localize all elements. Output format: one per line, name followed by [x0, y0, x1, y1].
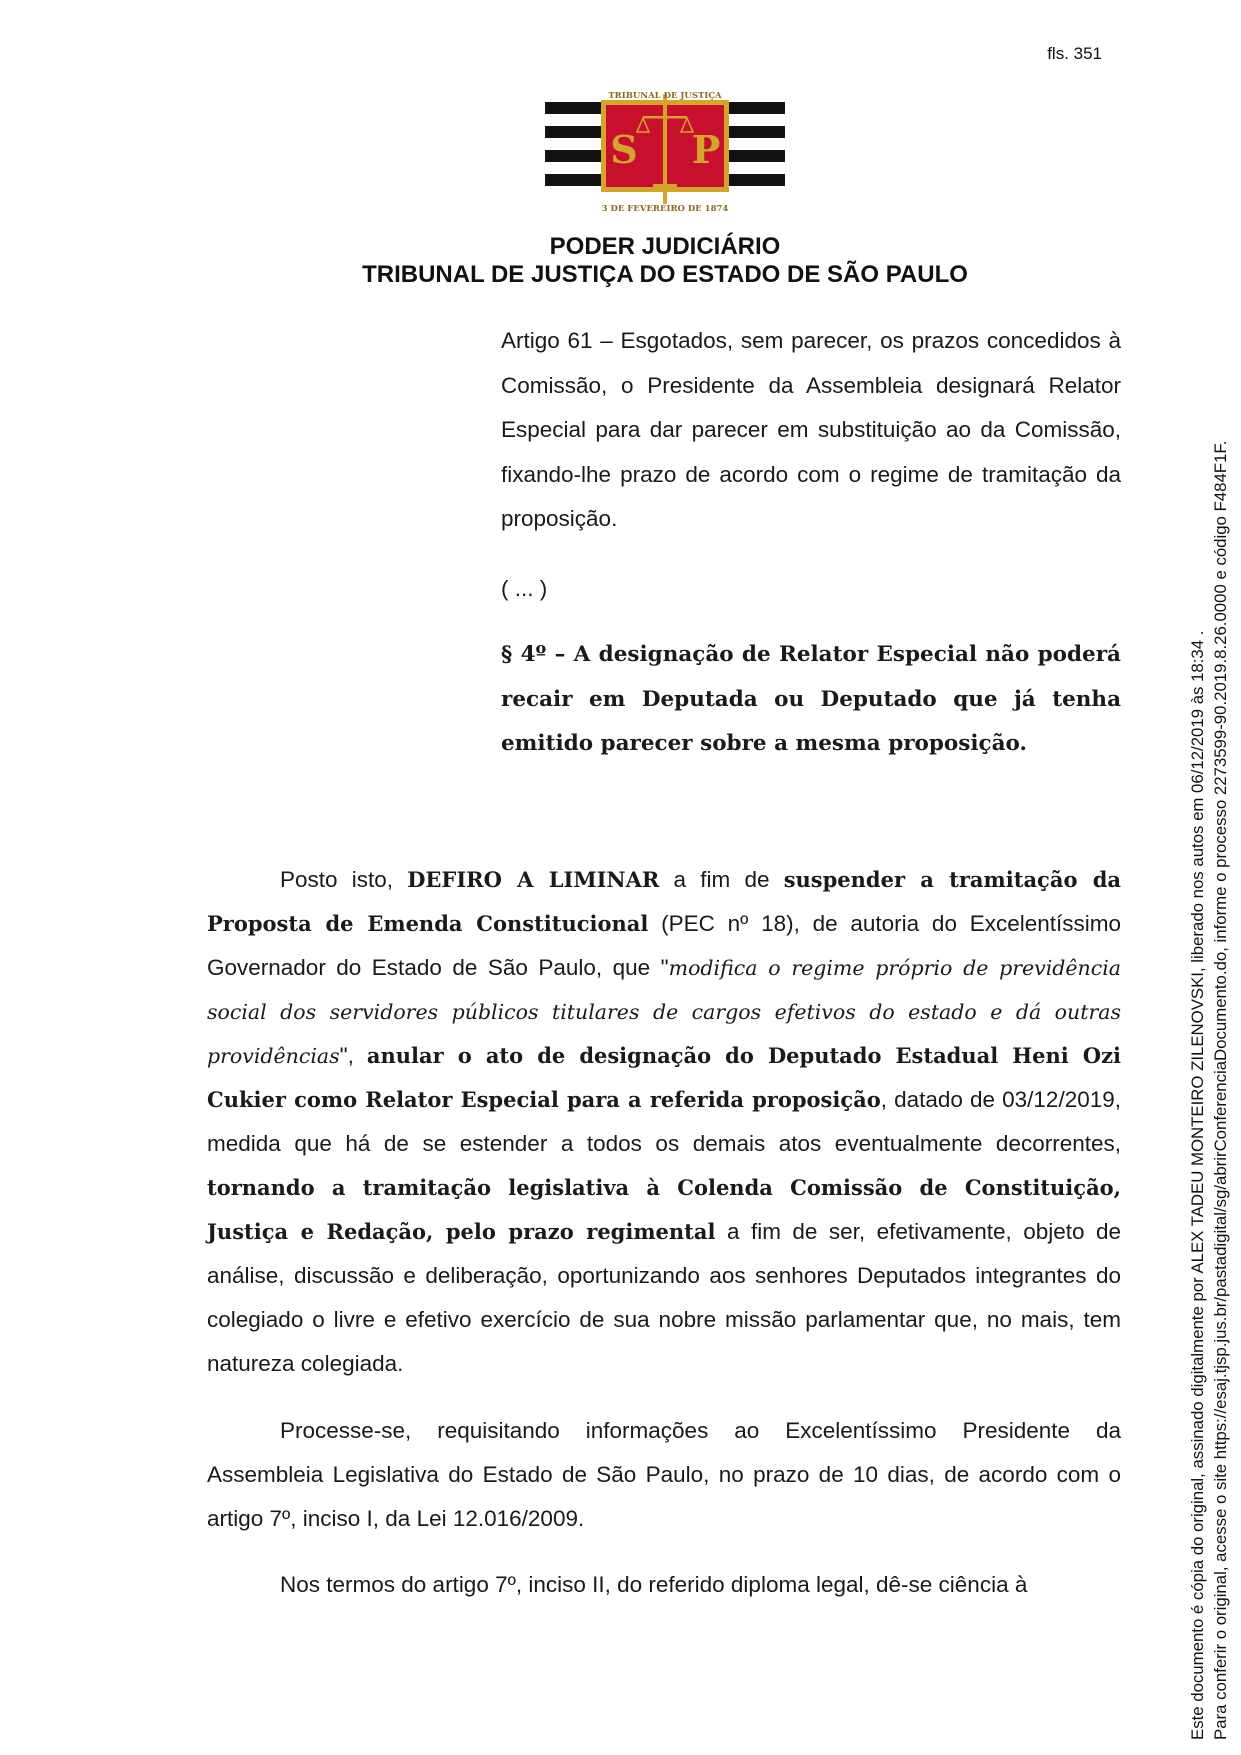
signature-line-1: Este documento é cópia do original, assinado digitalmente por ALEX TADEU MONTEIRO ZILENOVSKI, liberado nos autos em 06/12/2019 às 18:34 .	[1188, 630, 1207, 1740]
svg-text:TRIBUNAL DE JUSTIÇA: TRIBUNAL DE JUSTIÇA	[608, 91, 722, 101]
notice-paragraph: Nos termos do artigo 7º, inciso II, do referido diploma legal, dê-se ciência à	[280, 1572, 1028, 1597]
bold-run: tornando a tramitação legislativa à Colenda Comissão de Constituição, Justiça e Redação, pelo prazo regimental	[207, 1175, 1121, 1244]
text-run: Posto isto,	[280, 867, 408, 892]
digital-signature-note	[1186, 280, 1232, 1740]
quoted-paragraph-4: § 4º – A designação de Relator Especial não poderá recair em Deputada ou Deputado que já tenha emitido parecer sobre a mesma proposição.	[501, 642, 1121, 756]
decision-paragraph	[207, 858, 1121, 1386]
page-number: fls. 351	[1047, 44, 1102, 63]
bold-run: anular o ato de designação do Deputado Estadual Heni Ozi Cukier como Relator Especial para a referida proposição	[207, 1043, 1121, 1112]
svg-text:S: S	[610, 127, 638, 172]
quoted-article-61: Artigo 61 – Esgotados, sem parecer, os prazos concedidos à Comissão, o Presidente da Assembleia designará Relator Especial para dar parecer em substituição ao da Comissão, fixando-lhe prazo de acordo com o regime de tramitação da proposição.	[501, 328, 1121, 531]
court-seal-logo	[545, 90, 785, 215]
text-run: a fim de ser, efetivamente, objeto de análise, discussão e deliberação, oportunizando aos senhores Deputados integrantes do colegiado o livre e efetivo exercício de sua nobre missão parlamentar que, no mais, tem natureza colegiada.	[207, 1219, 1121, 1376]
text-run: , datado de 03/12/2019, medida que há de se estender a todos os demais atos eventualmente decorrentes,	[207, 1087, 1121, 1156]
verification-line-2: Para conferir o original, acesse o site https://esaj.tjsp.jus.br/pastadigital/sg/abrirConferenciaDocumento.do, informe o processo 2273599-90.2019.8.26.0000 e código F484F1F.	[1211, 440, 1230, 1740]
text-run: a fim de	[659, 867, 784, 892]
quote-ellipsis: ( ... )	[501, 576, 548, 601]
bold-run: DEFIRO A LIMINAR	[407, 867, 660, 892]
header-line-1: PODER JUDICIÁRIO	[549, 233, 781, 260]
header-line-2: TRIBUNAL DE JUSTIÇA DO ESTADO DE SÃO PAULO	[362, 261, 968, 288]
bold-run: suspender a tramitação da Proposta de Emenda Constitucional	[207, 867, 1121, 936]
svg-text:P: P	[691, 127, 721, 172]
text-run: (PEC nº 18), de autoria do Excelentíssimo Governador do Estado de São Paulo, que "	[207, 911, 1122, 980]
text-run: ",	[339, 1043, 367, 1068]
italic-run: modifica o regime próprio de previdência social dos servidores públicos titulares de cargos efetivos do estado e dá outras providências	[207, 956, 1121, 1068]
process-paragraph: Processe-se, requisitando informações ao Excelentíssimo Presidente da Assembleia Legislativa do Estado de São Paulo, no prazo de 10 dias, de acordo com o artigo 7º, inciso I, da Lei 12.016/2009.	[207, 1418, 1121, 1531]
svg-text:3 DE FEVEREIRO DE 1874: 3 DE FEVEREIRO DE 1874	[601, 204, 729, 214]
